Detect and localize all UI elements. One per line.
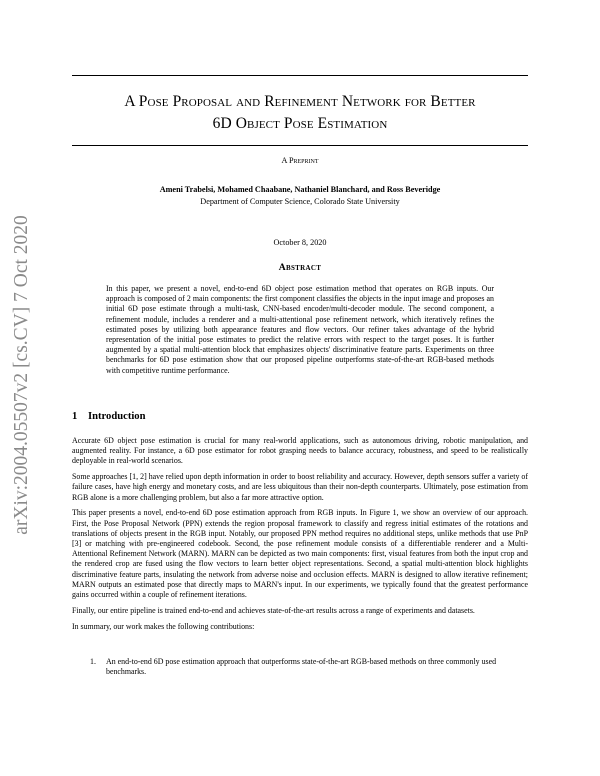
contribution-text: An end-to-end 6D pose estimation approach that outperforms state-of-the-art RGB-based methods on three commonly used benchmarks. bbox=[106, 657, 497, 677]
paper-title-line-2: 6D Object Pose Estimation bbox=[212, 115, 388, 132]
section-heading-introduction bbox=[72, 411, 528, 422]
abstract-text: In this paper, we present a novel, end-to-end 6D object pose estimation method that operates on RGB inputs. Our approach is composed of 2 main components: the first component classifies the objects in the input image and proposes an initial 6D pose estimate through a multi-task, CNN-based encoder/multi-decoder module. The second component, a refinement module, includes a renderer and a multi-attentional pose refinement network, which iteratively refines the estimated poses by utilizing both appearance features and flow vectors. Our refiner takes advantage of the hybrid representation of the initial pose estimates to predict the relative errors with respect to the target poses. It is further augmented by a spatial multi-attention block that emphasizes objects' discriminative feature parts. Experiments on three benchmarks for 6D pose estimation show that our proposed pipeline outperforms state-of-the-art RGB-based methods with competitive runtime performance. bbox=[106, 284, 494, 375]
intro-paragraph-2: Some approaches [1, 2] have relied upon depth information in order to boost reliability and accuracy. However, depth sensors suffer a variety of failure cases, have high energy and monetary costs, and are less ubiquitous than their non-depth counterparts. Ultimately, pose estimation from RGB alone is a more challenging problem, but also a far more attractive option. bbox=[72, 472, 528, 502]
paper-title-line-1: A Pose Proposal and Refinement Network for Better bbox=[124, 93, 476, 110]
arxiv-identifier-stamp bbox=[6, 195, 36, 555]
title-top-rule bbox=[72, 75, 528, 76]
author-list: Ameni Trabelsi, Mohamed Chaabane, Nathaniel Blanchard, and Ross Beveridge bbox=[159, 185, 441, 194]
contribution-list-item bbox=[90, 657, 510, 677]
intro-paragraph-1: Accurate 6D object pose estimation is crucial for many real-world applications, such as autonomous driving, robotic manipulation, and augmented reality. For instance, a 6D pose estimator for robot grasping needs to balance accuracy, robustness, and speed to be realistically deployable in real-world scenarios. bbox=[72, 436, 528, 466]
intro-paragraph-4: Finally, our entire pipeline is trained end-to-end and achieves state-of-the-art results across a range of experiments and datasets. bbox=[72, 605, 475, 615]
abstract-heading: Abstract bbox=[278, 262, 322, 273]
preprint-label: A Preprint bbox=[281, 156, 319, 165]
introduction-body bbox=[72, 436, 528, 637]
section-number: 1 bbox=[72, 411, 78, 422]
author-affiliation: Department of Computer Science, Colorado State University bbox=[200, 197, 400, 206]
contribution-marker: 1. bbox=[90, 657, 96, 666]
arxiv-stamp-text: arXiv:2004.05507v2 [cs.CV] 7 Oct 2020 bbox=[11, 215, 32, 535]
intro-paragraph-5: In summary, our work makes the following contributions: bbox=[72, 621, 255, 631]
arxiv-stamp-svg bbox=[6, 195, 36, 555]
intro-paragraph-3: This paper presents a novel, end-to-end 6D pose estimation approach from RGB inputs. In Figure 1, we show an overview of our approach. First, the Pose Proposal Network (PPN) extends the region proposal framework to classify and regress initial estimates of the rotations and translations of objects present in the RGB input. Notably, our proposed PPN method requires no additional steps, unlike methods that use PnP [3] or matching with pre-engineered codebook. Second, the pose refinement module consists of a differentiable renderer and a Multi-Attentional Refinement Network (MARN). MARN can be depicted as two main components: first, visual features from both the input crop and the rendered crop are fused using the flow vectors to learn better object representations. Second, a spatial multi-attention block highlights discriminative feature parts, insulating the network from adverse noise and occlusion effects. MARN is designed to allow iterative refinement; MARN outputs an estimated pose that directly maps to MARN's input. In our experiments, we typically found that the greatest performance gains occurred within a couple of refinement iterations. bbox=[72, 508, 528, 600]
section-title: Introduction bbox=[88, 411, 146, 422]
publication-date: October 8, 2020 bbox=[273, 238, 327, 247]
paper-title bbox=[72, 91, 528, 135]
title-bottom-rule bbox=[72, 145, 528, 146]
